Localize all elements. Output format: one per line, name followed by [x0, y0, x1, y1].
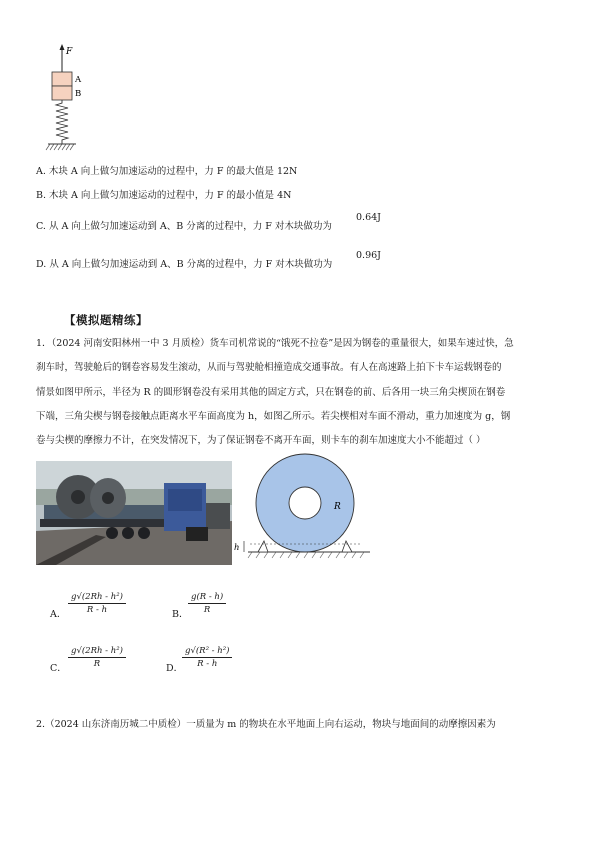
option-c: C. 从 A 向上做匀加速运动到 A、B 分离的过程中，力 F 对木块做功为 — [36, 221, 332, 232]
choice-d-denominator: R - h — [197, 659, 218, 669]
q2-line-1: 2.（2024 山东济南历城二中质检）一质量为 m 的物块在水平地面上向右运动，物块与地面间的动摩擦因素为 — [36, 719, 496, 730]
choice-a-formula[interactable] — [68, 592, 126, 615]
choice-d-formula[interactable] — [182, 646, 232, 669]
option-a: A. 木块 A 向上做匀加速运动的过程中，力 F 的最大值是 12N — [36, 166, 298, 177]
option-b: B. 木块 A 向上做匀加速运动的过程中，力 F 的最小值是 4N — [36, 190, 292, 201]
block-b-label: B — [75, 89, 82, 99]
option-c-value: 0.64J — [356, 212, 381, 223]
truck-photo — [36, 461, 232, 565]
spring — [56, 100, 68, 144]
block-b — [52, 86, 72, 100]
coil-diagram — [234, 453, 375, 570]
choice-c-label[interactable]: C． — [50, 663, 67, 674]
spring-block-figure — [40, 40, 100, 165]
coil-hole — [289, 487, 321, 519]
choice-b-formula[interactable] — [188, 592, 226, 615]
choice-b-denominator: R — [203, 605, 211, 615]
choice-c-denominator: R — [93, 659, 101, 669]
choice-a-numerator: g√(2Rh - h²) — [68, 592, 126, 604]
choice-a-denominator: R - h — [86, 605, 108, 615]
height-label: h — [234, 543, 240, 553]
choice-d-label[interactable]: D． — [166, 663, 184, 674]
force-label: F — [66, 47, 73, 57]
q1-line-3: 情景如图甲所示，半径为 R 的圆形钢卷没有采用其他的固定方式，只在钢卷的前、后各用一块三角尖楔顶在钢卷 — [36, 387, 506, 398]
q1-line-5: 卷与尖楔的摩擦力不计，在突发情况下，为了保证钢卷不离开车面，则卡车的刹车加速度大小不能超过（ ） — [36, 435, 486, 446]
option-d: D. 从 A 向上做匀加速运动到 A、B 分离的过程中，力 F 对木块做功为 — [36, 259, 333, 270]
choice-c-numerator: g√(2Rh - h²) — [68, 646, 126, 658]
q1-line-1: 1．（2024 河南安阳林州一中 3 月质检）货车司机常说的“饿死不拉卷”是因为钢卷的重量很大，如果车速过快，急 — [36, 338, 514, 349]
block-a-label: A — [75, 75, 82, 85]
option-d-value: 0.96J — [356, 250, 381, 261]
section-title: 【模拟题精练】 — [64, 313, 148, 327]
choice-a-label[interactable]: A． — [50, 609, 67, 620]
q1-line-2: 刹车时，驾驶舱后的钢卷容易发生滚动，从而与驾驶舱相撞造成交通事故。有人在高速路上拍下卡车运载钢卷的 — [36, 362, 502, 373]
wedge-right — [342, 541, 352, 552]
wedge-left — [258, 541, 268, 552]
ground-hatch — [46, 144, 74, 150]
block-a — [52, 72, 72, 86]
choice-b-numerator: g(R - h) — [188, 592, 226, 604]
q1-line-4: 下端，三角尖楔与钢卷接触点距离水平车面高度为 h，如图乙所示。若尖楔相对车面不滑动，重力加速度为 g，钢 — [36, 411, 511, 422]
choice-b-label[interactable]: B． — [172, 609, 189, 620]
radius-label: R — [334, 502, 341, 512]
choice-c-formula[interactable] — [68, 646, 126, 669]
choice-d-numerator: g√(R² - h²) — [182, 646, 232, 658]
